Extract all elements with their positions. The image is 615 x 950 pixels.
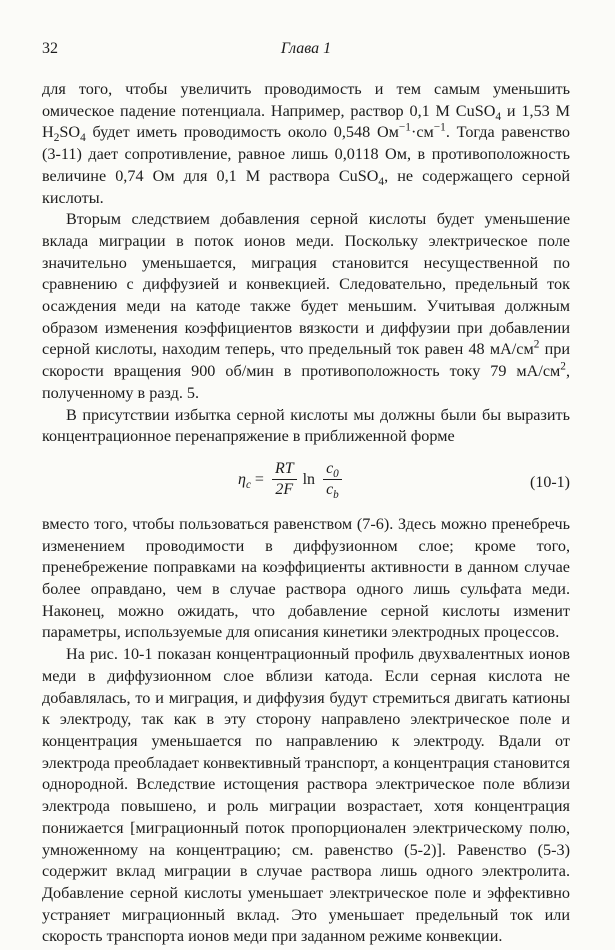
paragraph-text: для того, чтобы увеличить проводимость и тем самым уменьшить омическое падение потенциала. Например, раствор 0,1 М CuSO: [42, 80, 570, 120]
paragraph-2: [42, 209, 570, 404]
eta-letter: η: [238, 470, 246, 488]
equation-formula: [238, 459, 346, 502]
paragraph-text: будет иметь проводимость около 0,548 Ом: [85, 123, 399, 142]
eta-symbol: [238, 469, 251, 491]
subscript: 4: [378, 176, 385, 189]
fraction-rt-2f: [272, 460, 297, 499]
paragraph-text: , не содержащего серной кислоты.: [42, 166, 570, 207]
paragraph-text: Вторым следствием добавления серной кислоты будет уменьшение вклада миграции в поток ионов меди. Поскольку электрическое поле значительно уменьшается, миграция становится несущественной по сравнению с диффузией и конвекцией. Следовательно, предельный ток осаждения меди на катоде также будет меньшим. Учитывая должным образом изменения коэффициентов вязкости и диффузии при добавлении серной кислоты, находим теперь, что предельный ток равен 48 мА/см: [42, 210, 570, 359]
page-body: [42, 79, 570, 948]
subscript: 4: [80, 132, 86, 145]
eta-subscript: c: [245, 478, 251, 491]
paragraph-3: В присутствии избытка серной кислоты мы должны были бы выразить концентрационное перенапряжение в приближенной форме: [42, 405, 570, 446]
paragraph-text: ·см: [410, 123, 434, 142]
superscript: −1: [433, 122, 446, 135]
subscript: 4: [495, 110, 502, 123]
paragraph-4: вместо того, чтобы пользоваться равенством (7-6). Здесь можно пренебречь изменением проводимости в диффузионном слое; кроме того, пренебрежение поправками на коэффициенты активности в данном случае более оправдано, чем в случае раствора одного лишь сульфата меди. Наконец, можно ожидать, что добавление серной кислоты изменит параметры, используемые для описания кинетики электродных процессов.: [42, 514, 570, 642]
equation-10-1: [42, 448, 570, 514]
paragraph-text: и 1,53 М H: [42, 101, 570, 142]
paragraph-text: . Тогда равенство (3-11) дает сопротивление, равное лишь 0,0118 Ом, в противоположность величине 0,74 Ом для 0,1 М раствора CuSO: [42, 123, 570, 185]
c-symbol: c: [326, 480, 334, 498]
c-symbol: c: [326, 459, 334, 477]
fraction-denominator: 2F: [275, 480, 294, 498]
subscript: 2: [53, 132, 60, 145]
fraction-c0-cb: [323, 459, 342, 502]
paragraph-text: при скорости вращения 900 об/мин в противоположность току 79 мА/см: [42, 340, 571, 381]
page-header: [42, 40, 570, 60]
fraction-denominator: [323, 480, 342, 502]
fraction-numerator: RT: [272, 460, 297, 480]
c-subscript: 0: [333, 468, 339, 481]
paragraph-text: SO: [59, 123, 81, 142]
fraction-numerator: [323, 460, 342, 480]
superscript: 2: [560, 360, 566, 373]
running-head: Глава 1: [280, 40, 332, 57]
superscript: 2: [533, 339, 540, 352]
paragraph-5: На рис. 10-1 показан концентрационный профиль двухвалентных ионов меди в диффузионном слое вблизи катода. Если серная кислота не добавлялась, то и миграция, и диффузия будут стремиться двигать катионы к электроду, так как в эту сторону направлено электрическое поле и концентрация уменьшается по направлению к электроду. Вдали от электрода преобладает конвективный транспорт, а концентрация становится однородной. Вследствие истощения раствора электрическое поле вблизи электрода повышено, и роль миграции возрастает, хотя концентрация понижается [миграционный поток пропорционален электрическому полю, умноженному на концентрацию; см. равенство (5-2)]. Равенство (5-3) содержит вклад миграции в случае раствора лишь одного электролита. Добавление серной кислоты уменьшает электрическое поле и эффективно устраняет миграционный вклад. Это уменьшает предельный ток или скорость транспорта ионов меди при заданном режиме конвекции.: [42, 645, 570, 946]
equation-number: (10-1): [530, 473, 570, 491]
superscript: −1: [398, 122, 411, 135]
page-number: 32: [42, 40, 58, 57]
paragraph-1: [42, 79, 570, 209]
c-subscript: b: [333, 489, 339, 502]
ln-operator: ln: [302, 470, 316, 488]
paragraph-text: , полученному в разд. 5.: [42, 362, 570, 402]
equals-sign: =: [250, 470, 268, 488]
